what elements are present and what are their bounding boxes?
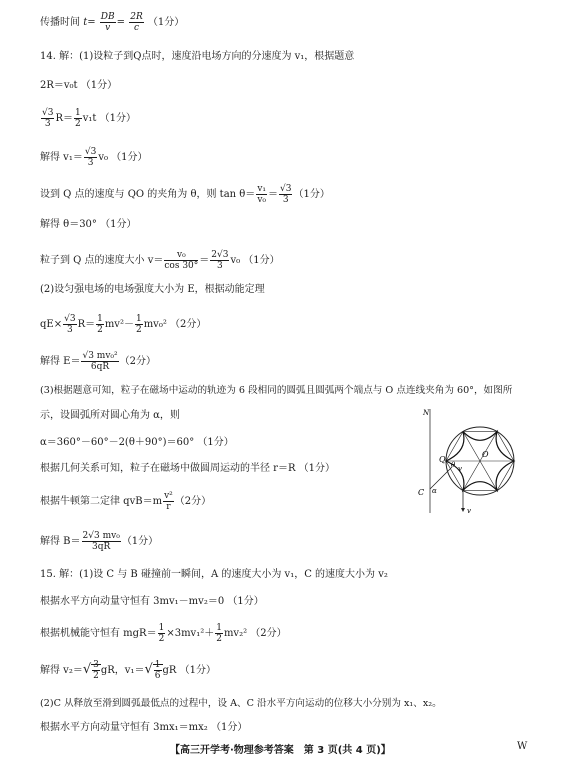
- fraction: [96, 314, 104, 335]
- incident-line: [430, 467, 452, 489]
- denominator: c: [133, 23, 139, 33]
- fraction: [41, 108, 54, 129]
- part-3-intro-a: (3)根据题意可知，粒子在磁场中运动的轨迹为 6 段相同的圆弧且圆弧两个端点与 O 点连线夹角为 60°，如图所: [40, 385, 513, 396]
- text: 传播时间: [40, 17, 80, 28]
- label-C: C: [418, 488, 425, 497]
- sqrt-body: [91, 660, 101, 681]
- numerator: 1: [75, 108, 81, 118]
- numerator: √3 mv₀²: [82, 351, 118, 361]
- numerator: DB: [100, 12, 115, 22]
- numerator: 1: [97, 314, 103, 324]
- equation-1: 2R＝v₀t （1分）: [40, 80, 118, 91]
- eq-sign: =: [116, 17, 126, 28]
- denominator: 3: [87, 158, 94, 168]
- numerator: √3: [42, 108, 54, 118]
- denominator: 3: [66, 325, 73, 335]
- text: 解得 B＝: [40, 536, 81, 547]
- text: 设到 Q 点的速度与 QO 的夹角为 θ，则 tan θ＝: [40, 189, 256, 200]
- text: 解得 E＝: [40, 356, 81, 367]
- numerator: v₀: [164, 250, 198, 261]
- arrow-head: [461, 508, 465, 512]
- denominator: 3: [217, 261, 223, 271]
- text: （1分）: [293, 189, 330, 200]
- fraction: [164, 250, 198, 271]
- equation-13: 根据水平方向动量守恒有 3mv₁－mv₂＝0 （1分）: [40, 596, 264, 607]
- fraction: [129, 12, 144, 33]
- fraction: [84, 147, 97, 168]
- fraction: [215, 623, 223, 644]
- text: ＝: [268, 189, 279, 200]
- denominator: 3qR: [92, 542, 111, 552]
- denominator: 2: [216, 634, 222, 644]
- denominator: 2: [93, 671, 99, 681]
- numerator: v²: [164, 491, 173, 501]
- fraction: [81, 351, 118, 372]
- label-O: O: [482, 450, 489, 459]
- part-3-intro-b: 示，设圆弧所对圆心角为 α，则: [40, 410, 180, 421]
- eq-sign: =: [87, 17, 96, 28]
- equation-10: 根据几何关系可知，粒子在磁场中做圆周运动的半径 r＝R （1分）: [40, 463, 336, 474]
- equation-16: 根据水平方向动量守恒有 3mx₁＝mx₂ （1分）: [40, 722, 248, 733]
- text: （1分）: [121, 536, 159, 547]
- numerator: 1: [158, 623, 165, 633]
- denominator: 3: [44, 119, 51, 129]
- equation-7: [40, 314, 206, 335]
- numerator: 2√3: [211, 250, 229, 260]
- denominator: r: [166, 502, 171, 512]
- part-2b-intro: (2)C 从释放至滑到圆弧最低点的过程中，设 A、C 沿水平方向运动的位移大小分别为 x₁、x₂。: [40, 698, 442, 709]
- numerator: 1: [135, 314, 142, 324]
- page-footer: 【高三开学考·物理参考答案 第 3 页(共 4 页)】: [170, 745, 391, 756]
- text: 根据牛顿第二定律 qvB＝m: [40, 496, 163, 507]
- fraction: [158, 623, 166, 644]
- text: mv₂² （2分）: [223, 628, 287, 639]
- fraction: [135, 314, 143, 335]
- var-t: t: [83, 17, 88, 28]
- fraction: [92, 660, 100, 681]
- equation-11: [40, 491, 211, 512]
- label-alpha: α: [432, 487, 437, 495]
- score: （1分）: [147, 17, 185, 28]
- label-v: v: [458, 465, 462, 473]
- equation-3: [40, 147, 148, 168]
- text: mv₀² （2分）: [143, 319, 207, 330]
- numerator: √3: [64, 314, 76, 324]
- sqrt-sign: √: [144, 662, 153, 677]
- equation-2: [40, 108, 136, 129]
- sqrt-body: [153, 660, 163, 681]
- fraction: [163, 491, 174, 512]
- text: 粒子到 Q 点的速度大小 v＝: [40, 255, 164, 266]
- text: R＝: [55, 113, 73, 124]
- numerator: 3: [93, 660, 99, 670]
- label-theta: θ: [451, 461, 456, 469]
- text: gR，v₁＝: [100, 665, 145, 676]
- text: mv²－: [104, 319, 134, 330]
- problem-14-intro: 14. 解：(1)设粒子到Q点时，速度沿电场方向的分速度为 v₁，根据题意: [40, 51, 355, 62]
- text: R＝: [77, 319, 96, 330]
- denominator: 2: [97, 325, 103, 335]
- magnetic-field-diagram: [412, 405, 524, 517]
- label-v-down: v: [467, 507, 471, 515]
- text: ＝: [199, 255, 210, 266]
- denominator: 2: [135, 325, 142, 335]
- text: v₀ （1分）: [98, 152, 148, 163]
- numerator: √3: [84, 147, 97, 157]
- fraction: [74, 108, 82, 129]
- fraction: [63, 314, 76, 335]
- equation-12: [40, 531, 158, 552]
- equation-5: 解得 θ＝30° （1分）: [40, 219, 137, 230]
- fraction: [256, 184, 267, 205]
- numerator: 2√3 mv₀: [82, 531, 120, 541]
- numerator: 1: [154, 660, 161, 670]
- equation-15: [40, 660, 216, 681]
- problem-15-intro: 15. 解：(1)设 C 与 B 碰撞前一瞬间，A 的速度大小为 v₁，C 的速度大小为 v₂: [40, 569, 388, 580]
- text: （2分）: [119, 356, 157, 367]
- text: qE×: [40, 319, 63, 330]
- numerator: v₁: [257, 184, 267, 194]
- text: v₀ （1分）: [230, 255, 280, 266]
- fraction: [100, 12, 116, 33]
- sqrt-sign: √: [82, 662, 92, 677]
- denominator: 6qR: [90, 362, 110, 372]
- text: gR （1分）: [162, 665, 216, 676]
- label-N: N: [423, 409, 430, 417]
- fraction: [279, 184, 292, 205]
- denominator: cos 30°: [164, 261, 199, 271]
- text: 解得 v₁＝: [40, 152, 83, 163]
- denominator: 3: [282, 195, 289, 205]
- denominator: 2: [158, 634, 165, 644]
- denominator: 6: [154, 671, 161, 681]
- numerator: 1: [216, 623, 222, 633]
- denominator: v: [105, 23, 111, 33]
- text: 解得 v₂＝: [40, 665, 83, 676]
- equation-9: α＝360°－60°－2(θ＋90°)＝60° （1分）: [40, 437, 234, 448]
- part-2-intro: (2)设匀强电场的电场强度大小为 E，根据动能定理: [40, 284, 265, 295]
- text: （2分）: [174, 496, 212, 507]
- equation-6: [40, 250, 280, 271]
- denominator: v₀: [257, 195, 267, 205]
- label-Q: Q: [439, 455, 446, 464]
- numerator: √3: [280, 184, 292, 194]
- equation-8: [40, 351, 156, 372]
- text: v₁t （1分）: [82, 113, 136, 124]
- corner-mark: W: [517, 741, 528, 752]
- text: ×3mv₁²＋: [166, 628, 215, 639]
- equation-4: [40, 184, 330, 205]
- fraction: [82, 531, 121, 552]
- text: 根据机械能守恒有 mgR＝: [40, 628, 157, 639]
- line-propagation-time: [40, 12, 184, 33]
- denominator: 2: [75, 119, 81, 129]
- numerator: 2R: [130, 12, 143, 22]
- fraction: [210, 250, 229, 271]
- equation-14: [40, 623, 287, 644]
- fraction: [154, 660, 162, 681]
